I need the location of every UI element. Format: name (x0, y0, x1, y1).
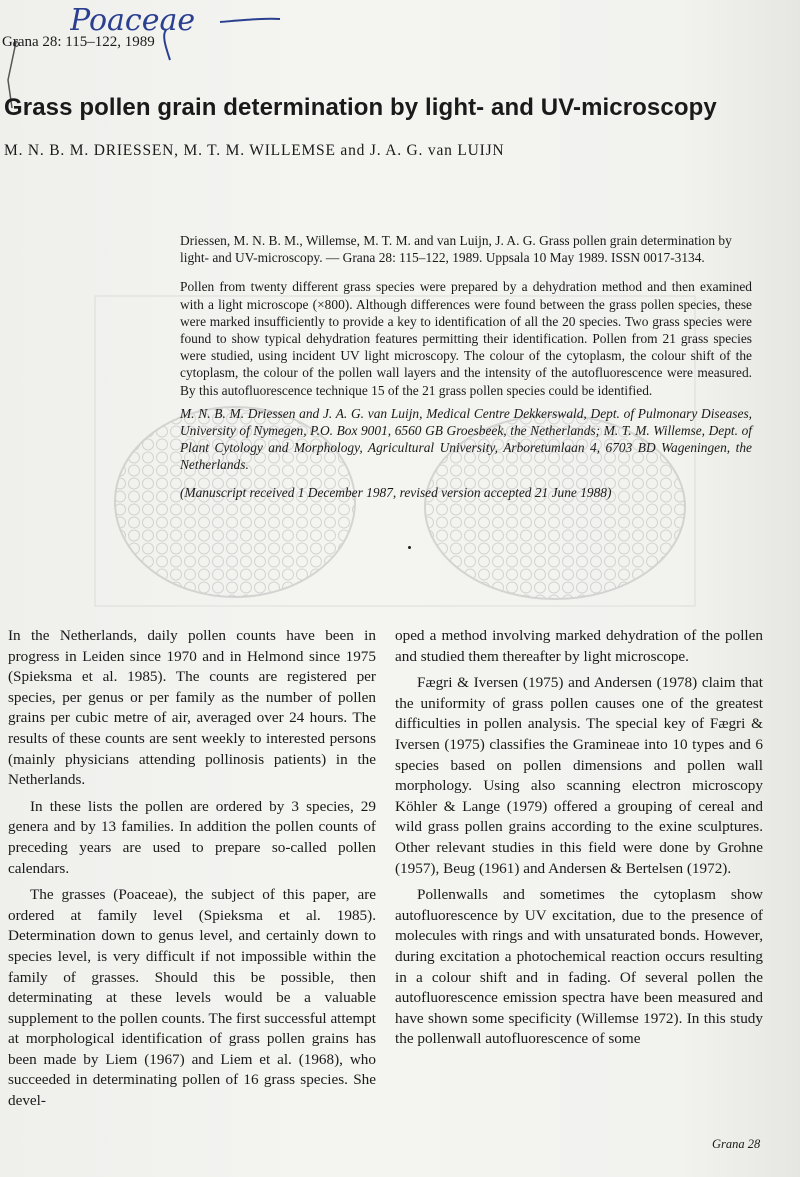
paragraph: In the Netherlands, daily pollen counts have been in progress in Leiden since 1970 and in Helmond since 1975 (Spieksma et al. 1985). The counts are registered per species, per genus or per family as the number of pollen grains per cubic metre of air, averaged over 24 hours. The results of these counts are sent weekly to interested persons (mainly physicians attending pollinosis patients) in the Netherlands. (8, 627, 376, 789)
paragraph: oped a method involving marked dehydration of the pollen and studied them thereafter by light microscope. (395, 627, 763, 665)
author-list: M. N. B. M. DRIESSEN, M. T. M. WILLEMSE and J. A. G. van LUIJN (4, 142, 505, 159)
manuscript-received: (Manuscript received 1 December 1987, revised version accepted 21 June 1988) (180, 484, 612, 500)
left-column (8, 626, 376, 1118)
paragraph: In these lists the pollen are ordered by 3 species, 29 genera and by 13 families. In addition the pollen counts of preceding years are used to prepare so-called pollen calendars. (8, 797, 376, 877)
paper-title: Grass pollen grain determination by light- and UV-microscopy (4, 94, 717, 122)
paragraph: Pollenwalls and sometimes the cytoplasm show autofluorescence by UV excitation, due to the presence of molecules with rings and with unsaturated bonds. However, during excitation a photochemical reaction occurs resulting in a colour shift and in fading. Of several pollen the autofluorescence emission spectra have been measured and have shown some specificity (Willemse 1972). In this study the pollenwall autofluorescence of some (395, 886, 763, 1048)
paragraph: The grasses (Poaceae), the subject of this paper, are ordered at family level (Spieksma et al. 1985). Determination down to genus level, and certainly down to species level, is very difficult if not impossible within the family of grasses. Should this be possible, then determinating at these levels would be a valuable supplement to the pollen counts. The first successful attempt at morphological identification of grass pollen grains has been made by Liem (1967) and Liem et al. (1968), who succeeded in determinating pollen of 16 grass species. She devel- (8, 886, 376, 1110)
page-footer: Grana 28 (712, 1137, 761, 1151)
stray-dot (408, 546, 411, 549)
author-affiliations: M. N. B. M. Driessen and J. A. G. van Luijn, Medical Centre Dekkerswald, Dept. of Pulmonary Diseases, University of Nymegen, P.O. Box 9001, 6560 GB Groesbeek, the Netherlands; M. T. M. Willemse, Dept. of Plant Cytology and Morphology, Agricultural University, Arboretumlaan 4, 6703 BD Wageningen, the Netherlands. (180, 405, 752, 473)
handwritten-text: Poaceae (70, 3, 196, 38)
abstract-citation: Driessen, M. N. B. M., Willemse, M. T. M. and van Luijn, J. A. G. Grass pollen grain determination by light- and UV-microscopy. — Grana 28: 115–122, 1989. Uppsala 10 May 1989. ISSN 0017-3134. (180, 233, 732, 266)
right-column (395, 626, 763, 1056)
journal-reference: Grana 28: 115–122, 1989 (2, 34, 155, 50)
abstract-body: Pollen from twenty different grass species were prepared by a dehydration method and then examined with a light microscope (×800). Although differences were found between the grass pollen species, these were marked insufficiently to provide a key to identification of all the 20 species. Two grass species were found to show typical dehydration features permitting their identification. Pollen from 21 grass species were studied, using incident UV light microscopy. The colour of the cytoplasm, the colour shift of the cytoplasm, the colour of the pollen wall layers and the intensity of the autofluorescence were measured. By this autofluorescence technique 15 of the 21 grass pollen species could be identified. (180, 279, 752, 398)
abstract-block (180, 232, 752, 501)
paragraph: Fægri & Iversen (1975) and Andersen (1978) claim that the uniformity of grass pollen causes one of the greatest difficulties in pollen analysis. The special key of Fægri & Iversen (1975) classifies the Gramineae into 10 types and 6 species based on pollen dimensions and pollen wall morphology. Using also scanning electron microscopy Köhler & Lange (1979) offered a grouping of cereal and wild grass pollen grains according to the exine sculptures. Other relevant studies in this field were done by Grohne (1957), Beug (1961) and Andersen & Bertelsen (1972). (395, 674, 763, 877)
